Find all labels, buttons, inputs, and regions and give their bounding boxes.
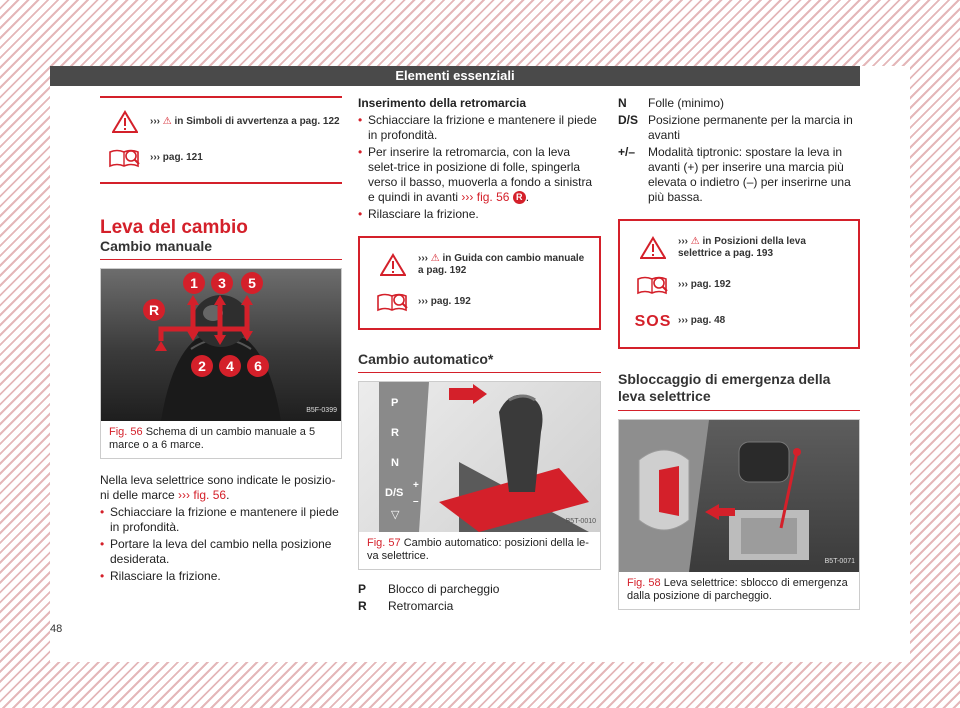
reverse-bullet-3: • Rilasciare la frizione.: [358, 207, 601, 222]
warning-row: [628, 229, 850, 267]
section-automatic: Cambio automatico*: [358, 352, 601, 373]
gear-label-2: 2: [191, 355, 213, 377]
position-desc: Folle (minimo): [648, 96, 725, 110]
page-reference-link[interactable]: ››› pag. 192: [678, 279, 731, 290]
down-arrow-icon: ▽: [391, 509, 400, 521]
figure-code: B5T-0071: [824, 558, 855, 565]
figure-number: Fig. 58: [627, 577, 661, 589]
figure-caption-text: Schema di un cambio manuale a 5 marce o a 6 marce.: [109, 426, 316, 451]
warning-link-prefix[interactable]: ›››: [418, 253, 428, 264]
figure-caption-text: Cambio automatico: posizioni della le-va selettrice.: [367, 537, 589, 562]
warning-box-1: [100, 96, 342, 184]
page-reference-link[interactable]: ››› pag. 121: [150, 152, 203, 163]
position-list: [358, 582, 601, 616]
bullet-3: • Rilasciare la frizione.: [100, 569, 342, 584]
warning-row: [100, 104, 342, 140]
warning-box-3: [618, 219, 860, 349]
warning-triangle-icon: [368, 253, 418, 277]
warning-small-icon: ⚠: [430, 253, 440, 264]
warning-small-icon: ⚠: [690, 236, 700, 247]
gear-label-4: 4: [219, 355, 241, 377]
selector-label-minus: –: [413, 496, 419, 507]
position-item: [618, 96, 860, 111]
automatic-gearbox-image: [359, 382, 600, 532]
selector-label-N: N: [391, 457, 399, 469]
position-item: [618, 113, 860, 143]
intro-text: Nella leva selettrice sono indicate le posizio-ni delle marce: [100, 473, 336, 502]
running-header: Elementi essenziali: [50, 66, 860, 86]
column-2: [358, 96, 601, 616]
warning-row: [368, 246, 591, 284]
figure-caption: [359, 532, 600, 569]
page-reference-link[interactable]: ››› pag. 192: [418, 296, 471, 307]
sos-icon: SOS: [634, 312, 672, 330]
figure-57: [358, 381, 601, 570]
position-item: [358, 599, 601, 614]
position-item: [358, 582, 601, 597]
figure-number: Fig. 57: [367, 537, 401, 549]
warning-link-text[interactable]: in Posizioni della leva selettrice a pag. 193: [678, 236, 806, 259]
figure-number: Fig. 56: [109, 426, 143, 438]
section-title: Leva del cambio: [100, 217, 248, 238]
figure-ref-link[interactable]: ››› fig. 56: [461, 190, 510, 204]
reverse-bullet-1: • Schiacciare la frizione e mantenere il piede in profondità.: [358, 113, 601, 143]
figure-code: B5F-0399: [306, 407, 337, 414]
warning-link-text[interactable]: in Simboli di avvertenza a pag. 122: [174, 116, 340, 127]
selector-label-R: R: [391, 427, 399, 439]
subsection-title: Cambio manuale: [100, 239, 342, 260]
bullet-1: • Schiacciare la frizione e mantenere il piede in profondità.: [100, 505, 342, 535]
emergency-release-image: [619, 420, 859, 572]
sos-row: [628, 303, 850, 339]
position-desc: Retromarcia: [388, 599, 454, 613]
figure-caption: [101, 421, 341, 458]
selector-label-DS: D/S: [385, 487, 404, 499]
gear-label-R: R: [143, 299, 165, 321]
position-desc: Blocco di parcheggio: [388, 582, 500, 596]
gear-label-6: 6: [247, 355, 269, 377]
figure-ref-link[interactable]: ››› fig. 56: [178, 488, 227, 502]
figure-58: [618, 419, 860, 610]
page-number: 48: [50, 623, 63, 635]
book-magnifier-icon: [628, 273, 678, 297]
warning-box-2: [358, 236, 601, 330]
sos-page-link[interactable]: ››› pag. 48: [678, 315, 726, 326]
figure-caption: [619, 572, 859, 609]
reference-row: [628, 267, 850, 303]
position-key: +/–: [618, 145, 636, 159]
column-1: [100, 96, 342, 584]
warning-triangle-icon: [628, 236, 678, 260]
selector-label-P: P: [391, 397, 399, 409]
section-emergency-release: Sbloccaggio di emergenza della leva selettrice: [618, 371, 860, 411]
gear-label-5: 5: [241, 272, 263, 294]
selector-label-plus: +: [413, 480, 419, 491]
gear-label-3: 3: [211, 272, 233, 294]
column-3: [618, 96, 860, 610]
sos-icon-wrap: [628, 314, 678, 329]
figure-caption-text: Leva selettrice: sblocco di emergenza dalla posizione di parcheggio.: [627, 577, 848, 602]
warning-link-prefix[interactable]: ›››: [678, 236, 688, 247]
reverse-bullet-2-end: .: [525, 190, 530, 204]
reverse-bullet-2: [358, 145, 601, 205]
warning-link-text[interactable]: in Guida con cambio manuale a pag. 192: [418, 253, 585, 276]
intro-paragraph: [100, 473, 342, 503]
gear-label-1: 1: [183, 272, 205, 294]
position-key: N: [618, 96, 627, 110]
manual-gearbox-image: [101, 269, 341, 421]
reverse-badge: R: [513, 191, 526, 204]
reverse-bullet-2-text: Per inserire la retromarcia, con la leva selet-trice in posizione di folle, spingerla verso il basso, muoverla a fondo a sinistra e quindi in avanti: [368, 145, 593, 204]
book-magnifier-icon: [100, 146, 150, 170]
position-desc: Posizione permanente per la marcia in avanti: [648, 113, 853, 142]
warning-small-icon: ⚠: [162, 116, 172, 127]
position-key: R: [358, 599, 367, 613]
intro-end: .: [226, 488, 230, 502]
warning-triangle-icon: [100, 110, 150, 134]
position-list: [618, 96, 860, 207]
position-key: P: [358, 582, 367, 596]
position-desc: Modalità tiptronic: spostare la leva in avanti (+) per inserire una marcia più elevata o indietro (–) per inserirne una più bassa.: [648, 145, 851, 204]
book-magnifier-icon: [368, 290, 418, 314]
bullet-2: • Portare la leva del cambio nella posizione desiderata.: [100, 537, 342, 567]
reference-row: [100, 140, 342, 176]
position-key: D/S: [618, 113, 639, 127]
warning-link-prefix[interactable]: ›››: [150, 116, 160, 127]
position-item: [618, 145, 860, 205]
figure-56: [100, 268, 342, 459]
reverse-heading: Inserimento della retromarcia: [358, 96, 527, 110]
reference-row: [368, 284, 591, 320]
figure-code: B5T-0010: [565, 518, 596, 525]
